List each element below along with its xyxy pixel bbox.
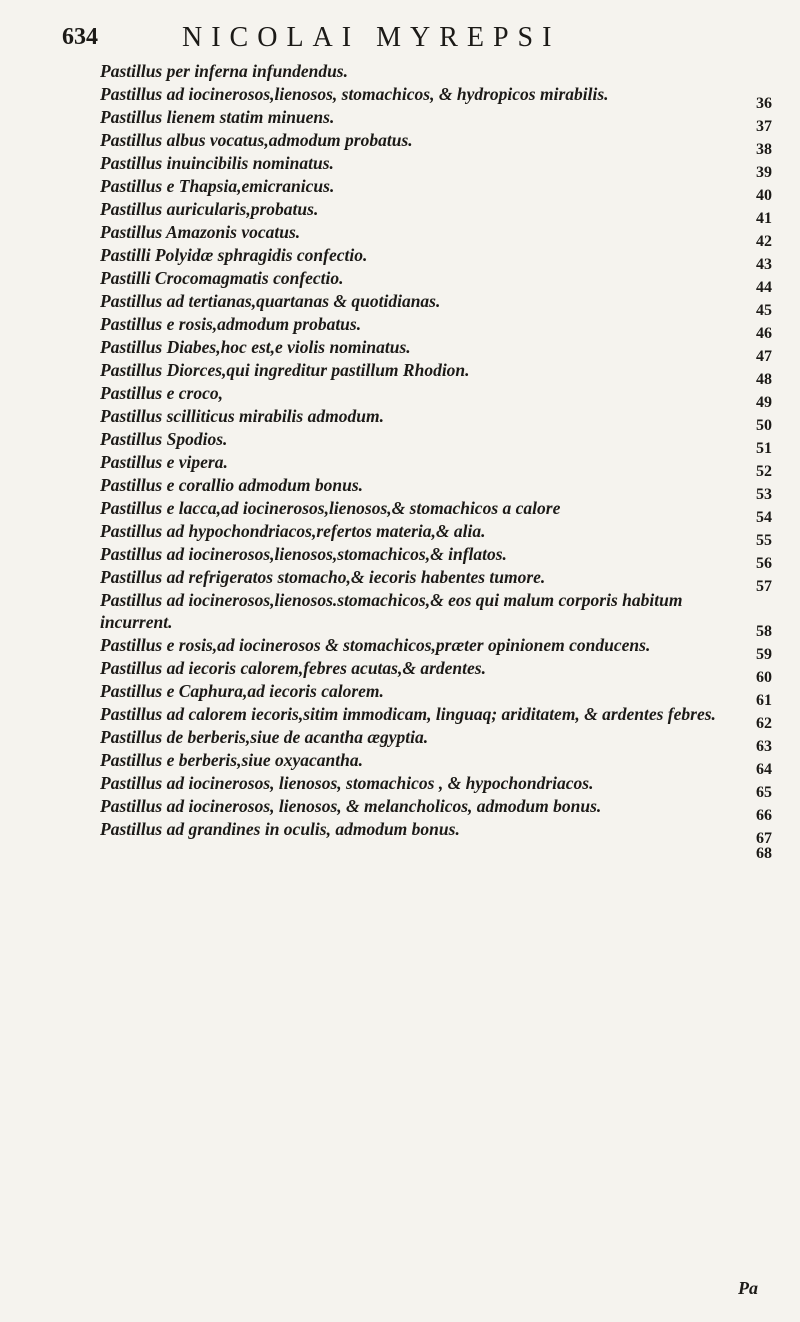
entry-text: Pastillus albus vocatus,admodum probatus. [100,130,413,150]
entry-number: 62 [756,715,772,732]
entry-number: 54 [756,509,772,526]
entry-number: 61 [756,692,772,709]
entry-number: 65 [756,784,772,801]
entry-number: 41 [756,210,772,227]
entry-text: Pastillus inuincibilis nominatus. [100,153,334,173]
index-entry [100,175,772,204]
index-entry [100,726,772,755]
entry-text: Pastilli Polyidæ sphragidis confectio. [100,245,368,265]
index-entry [100,244,772,273]
index-entry [100,267,772,296]
entry-number: 58 [756,623,772,640]
index-entry [100,474,772,503]
entry-number: 40 [756,187,772,204]
entry-number: 42 [756,233,772,250]
entry-text: Pastillus ad refrigeratos stomacho,& iecoris habentes tumore. [100,567,546,587]
index-entry [100,657,772,686]
entry-number: 48 [756,371,772,388]
index-entry [100,221,772,250]
index-entry [100,405,772,434]
index-entry [100,83,772,112]
entry-text: Pastillus lienem statim minuens. [100,107,335,127]
index-entries-list [100,60,772,862]
entry-text: Pastillus e vipera. [100,452,228,472]
entry-text: Pastillus e Thapsia,emicranicus. [100,176,335,196]
index-entry [100,198,772,227]
entry-text: Pastillus e corallio admodum bonus. [100,475,364,495]
index-entry [100,703,772,732]
entry-text: Pastillus auricularis,probatus. [100,199,319,219]
entry-number: 67 [756,830,772,847]
index-entry [100,359,772,388]
index-entry [100,106,772,135]
running-title: NICOLAI MYREPSI [182,22,561,53]
entry-text: Pastillus ad hypochondriacos,refertos materia,& alia. [100,521,486,541]
index-entry [100,152,772,181]
index-entry [100,634,772,663]
index-entry [100,290,772,319]
entry-text: Pastillus e rosis,admodum probatus. [100,314,362,334]
entry-text: Pastillus ad iocinerosos,lienosos, stomachicos, & hydropicos mirabilis. [100,84,609,104]
entry-text: Pastillus ad tertianas,quartanas & quotidianas. [100,291,441,311]
entry-text: Pastillus per inferna infundendus. [100,61,348,81]
trailing-entry-number-row [100,841,772,862]
entry-text: Pastillus ad grandines in oculis, admodum bonus. [100,819,460,839]
entry-text: Pastillus Diorces,qui ingreditur pastillum Rhodion. [100,360,470,380]
entry-number: 51 [756,440,772,457]
index-entry [100,497,772,526]
index-entry [100,129,772,158]
entry-number: 63 [756,738,772,755]
entry-text: Pastillus ad iocinerosos,lienosos,stomachicos,& inflatos. [100,544,507,564]
entry-number: 59 [756,646,772,663]
entry-text: Pastillus Spodios. [100,429,228,449]
index-entry [100,336,772,365]
entry-text: Pastillus Diabes,hoc est,e violis nominatus. [100,337,411,357]
entry-number: 60 [756,669,772,686]
entry-number: 46 [756,325,772,342]
entry-number: 53 [756,486,772,503]
entry-number: 52 [756,463,772,480]
index-entry [100,795,772,824]
entry-text: Pastillus ad iocinerosos, lienosos, & melancholicos, admodum bonus. [100,796,602,816]
entry-number: 47 [756,348,772,365]
entry-number: 49 [756,394,772,411]
entry-text: Pastillus ad iocinerosos,lienosos.stomachicos,& eos qui malum corporis habitum incurrent. [100,590,683,632]
index-entry [100,60,772,82]
entry-number: 50 [756,417,772,434]
index-entry [100,428,772,457]
entry-number: 44 [756,279,772,296]
entry-text: Pastillus e croco, [100,383,223,403]
index-entry [100,543,772,572]
page-number: 634 [62,24,98,50]
entry-text: Pastillus de berberis,siue de acantha ægyptia. [100,727,429,747]
entry-text: Pastillus Amazonis vocatus. [100,222,301,242]
index-entry [100,382,772,411]
entry-number: 38 [756,141,772,158]
index-entry [100,520,772,549]
entry-number: 39 [756,164,772,181]
index-entry [100,772,772,801]
entry-number: 66 [756,807,772,824]
entry-text: Pastillus ad calorem iecoris,sitim immodicam, linguaq; ariditatem, & ardentes febres. [100,704,716,724]
index-entry [100,566,772,595]
index-entry [100,749,772,778]
entry-number: 36 [756,95,772,112]
entry-text: Pastillus e Caphura,ad iecoris calorem. [100,681,384,701]
entry-number: 64 [756,761,772,778]
page-header [62,22,752,62]
entry-number: 56 [756,555,772,572]
index-entry [100,818,772,847]
entry-text: Pastillus e berberis,siue oxyacantha. [100,750,363,770]
entry-number: 45 [756,302,772,319]
catchword: Pa [738,1278,758,1298]
index-entry [100,313,772,342]
entry-number: 37 [756,118,772,135]
entry-text: Pastillus ad iocinerosos, lienosos, stomachicos , & hypochondriacos. [100,773,594,793]
entry-number: 57 [756,578,772,595]
index-entry [100,680,772,709]
entry-number: 68 [756,845,772,862]
entry-text: Pastillus scilliticus mirabilis admodum. [100,406,384,426]
entry-number: 55 [756,532,772,549]
entry-text: Pastillus e rosis,ad iocinerosos & stomachicos,præter opinionem conducens. [100,635,651,655]
entry-text: Pastillus e lacca,ad iocinerosos,lienosos,& stomachicos a calore [100,498,561,518]
entry-number: 43 [756,256,772,273]
entry-text: Pastillus ad iecoris calorem,febres acutas,& ardentes. [100,658,486,678]
index-entry [100,451,772,480]
index-entry [100,589,772,640]
entry-text: Pastilli Crocomagmatis confectio. [100,268,344,288]
